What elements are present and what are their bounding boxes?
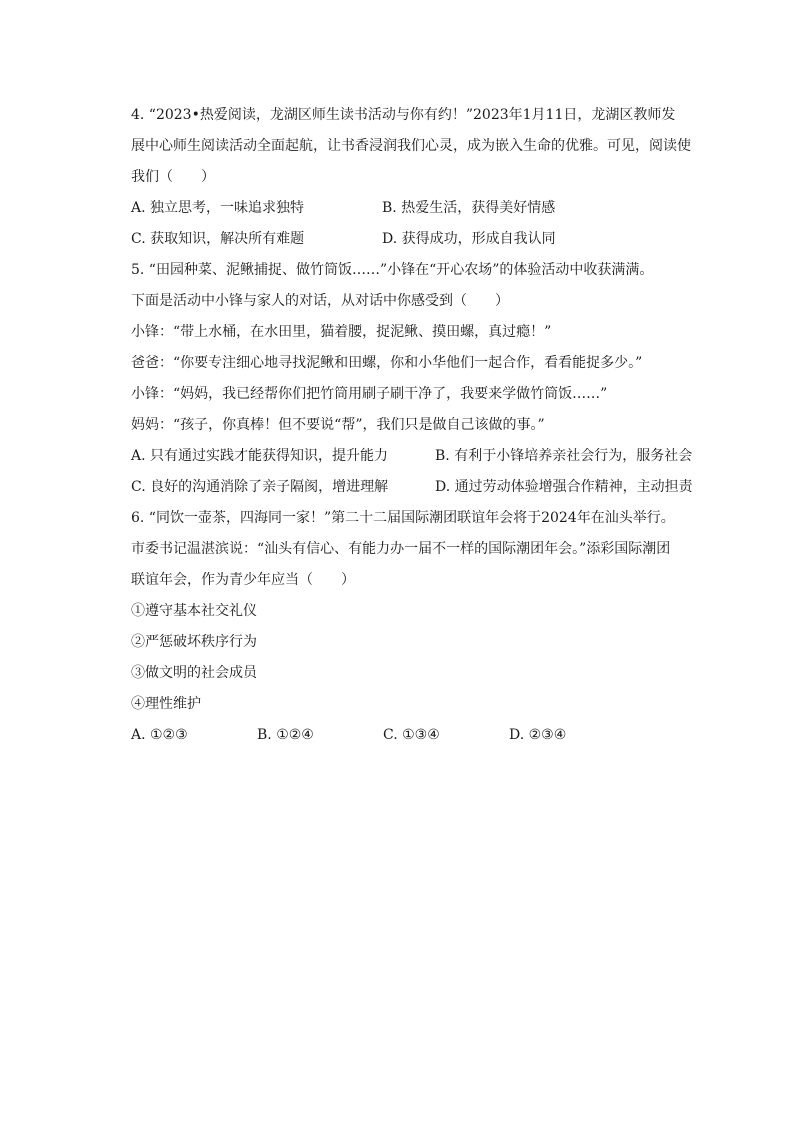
question-4-option-c: C. 获取知识，解决所有难题 bbox=[131, 231, 305, 247]
question-6-option-c: C. ①③④ bbox=[383, 727, 440, 743]
question-4-option-b: B. 热爱生活，获得美好情感 bbox=[382, 200, 556, 216]
question-6 bbox=[131, 503, 703, 751]
question-6-option-d: D. ②③④ bbox=[509, 727, 567, 743]
question-5-dialogue-3: 小锋：“妈妈，我已经帮你们把竹筒用刷子刷干净了，我要来学做竹筒饭……” bbox=[131, 386, 608, 402]
question-6-statement-4: ④理性维护 bbox=[131, 696, 201, 712]
question-6-option-a: A. ①②③ bbox=[131, 727, 188, 743]
question-6-options-row bbox=[131, 720, 703, 751]
question-6-option-b: B. ①②④ bbox=[257, 727, 314, 743]
question-6-statement-2: ②严惩破坏秩序行为 bbox=[131, 634, 257, 650]
question-5-stem-line-2: 下面是活动中小锋与家人的对话，从对话中你感受到（ ） bbox=[131, 293, 509, 309]
question-4-options-row-2 bbox=[131, 224, 703, 255]
question-5-dialogue-2: 爸爸：“你要专注细心地寻找泥鳅和田螺，你和小华他们一起合作，看看能捉多少。” bbox=[131, 355, 643, 371]
question-5-option-b: B. 有利于小锋培养亲社会行为，服务社会 bbox=[435, 448, 693, 464]
question-4 bbox=[131, 100, 703, 255]
question-5-options-row-1 bbox=[131, 441, 703, 472]
question-content bbox=[131, 100, 703, 751]
question-4-option-a: A. 独立思考，一味追求独特 bbox=[131, 200, 305, 216]
question-5-dialogue-1: 小锋：“带上水桶，在水田里，猫着腰，捉泥鳅、摸田螺，真过瘾！” bbox=[131, 324, 552, 340]
question-6-statement-1: ①遵守基本社交礼仪 bbox=[131, 603, 257, 619]
question-5-option-c: C. 良好的沟通消除了亲子隔阂，增进理解 bbox=[131, 479, 389, 495]
question-5-dialogue-4: 妈妈：“孩子，你真棒！但不要说“帮”，我们只是做自己该做的事。” bbox=[131, 417, 545, 433]
question-4-stem-line-1: 4. “2023•热爱阅读，龙湖区师生读书活动与你有约！”2023年1月11日，龙湖区教师发 bbox=[131, 107, 676, 123]
question-4-option-d: D. 获得成功，形成自我认同 bbox=[382, 231, 556, 247]
question-6-statement-3: ③做文明的社会成员 bbox=[131, 665, 257, 681]
question-6-stem-line-3: 联谊年会，作为青少年应当（ ） bbox=[131, 572, 355, 588]
question-5-option-d: D. 通过劳动体验增强合作精神，主动担责 bbox=[435, 479, 693, 495]
question-4-stem-line-2: 展中心师生阅读活动全面起航，让书香浸润我们心灵，成为嵌入生命的优雅。可见，阅读使 bbox=[131, 138, 691, 154]
question-5-options-row-2 bbox=[131, 472, 703, 503]
question-5-option-a: A. 只有通过实践才能获得知识，提升能力 bbox=[131, 448, 389, 464]
question-6-stem-line-2: 市委书记温湛滨说：“汕头有信心、有能力办一届不一样的国际潮团年会。”添彩国际潮团 bbox=[131, 541, 671, 557]
question-6-stem-line-1: 6. “同饮一壶茶，四海同一家！”第二十二届国际潮团联谊年会将于2024年在汕头举行。 bbox=[131, 510, 675, 526]
question-4-stem-line-3: 我们（ ） bbox=[131, 169, 215, 185]
question-5 bbox=[131, 255, 703, 503]
question-4-options-row-1 bbox=[131, 193, 703, 224]
question-5-stem-line-1: 5. “田园种菜、泥鳅捕捉、做竹筒饭……”小锋在“开心农场”的体验活动中收获满满。 bbox=[131, 262, 654, 278]
